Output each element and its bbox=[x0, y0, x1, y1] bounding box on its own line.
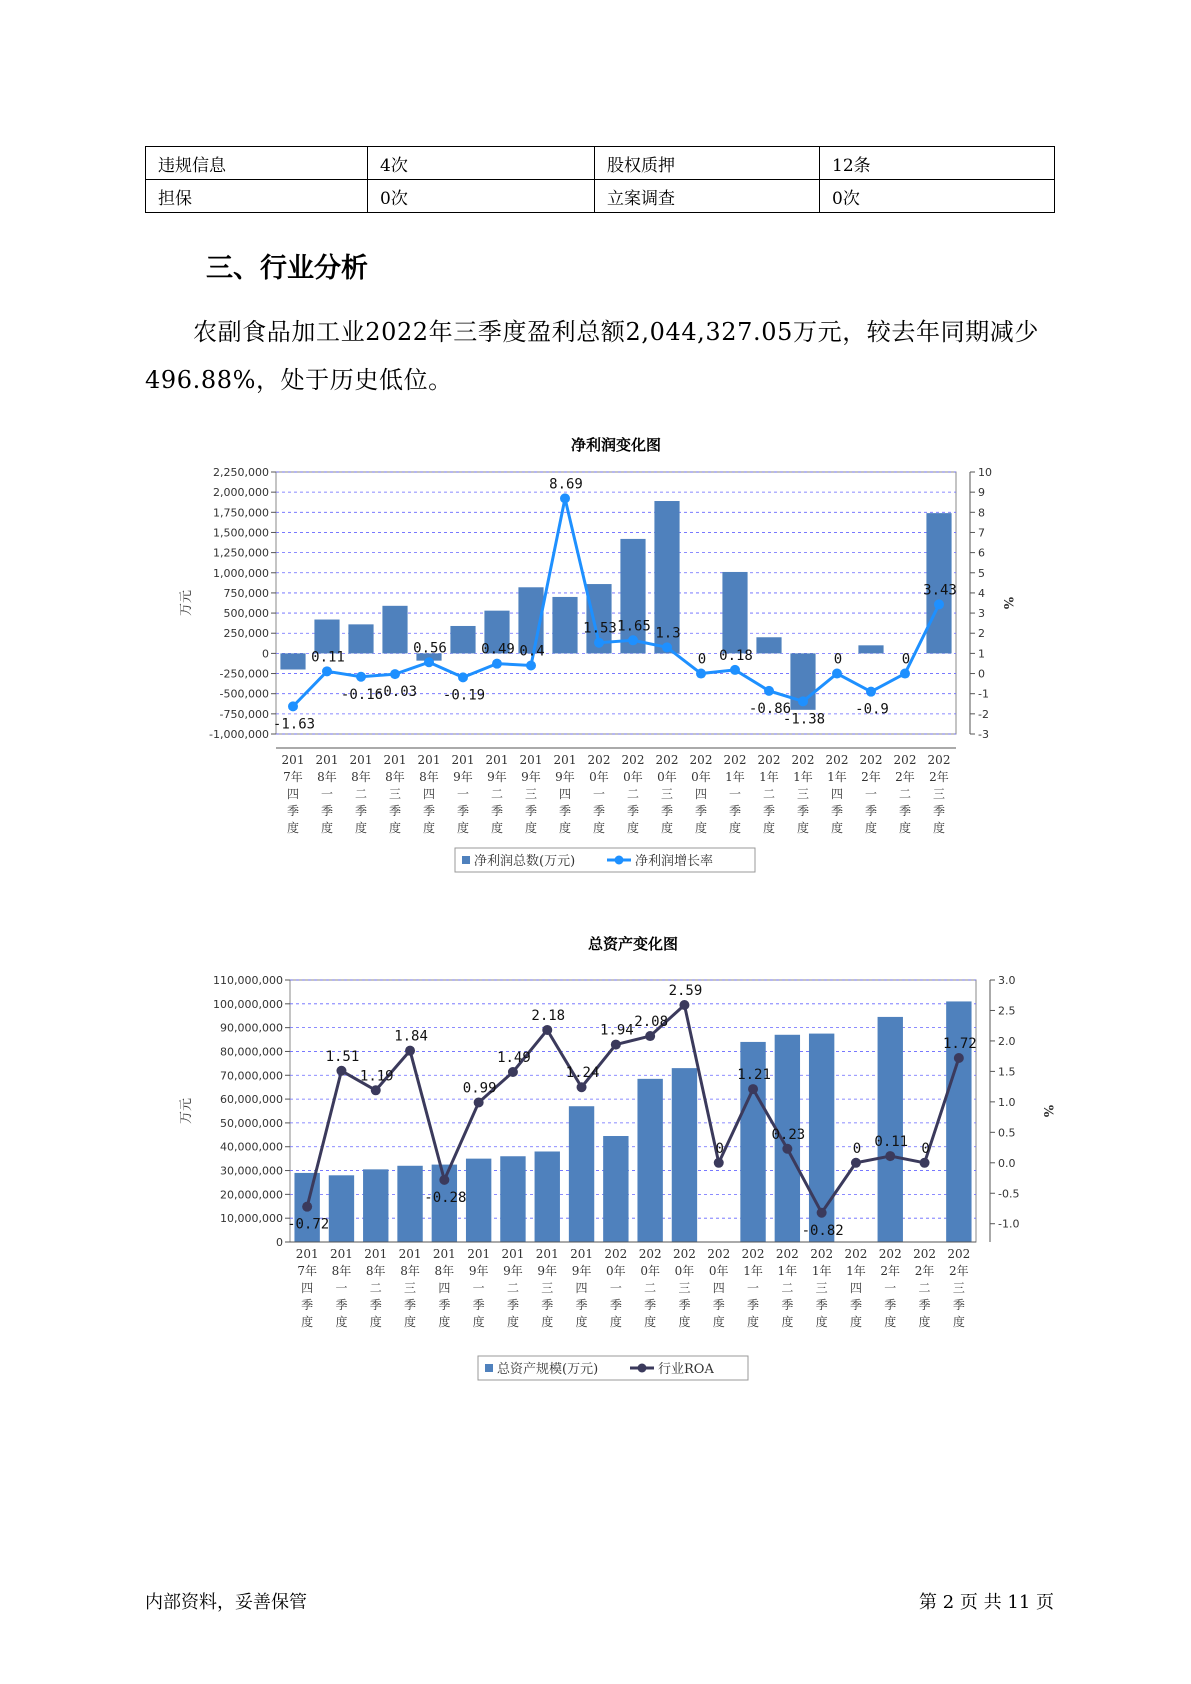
x-tick-label: 202 2年三季度 bbox=[927, 753, 951, 835]
point-label: 0 bbox=[901, 651, 911, 668]
y-tick-label-right: 0.5 bbox=[998, 1126, 1016, 1140]
bar bbox=[858, 645, 883, 653]
legend-bar-label: 净利润总数(万元) bbox=[474, 854, 576, 869]
y-tick-label-right: 2 bbox=[978, 627, 985, 641]
line-point bbox=[542, 1025, 552, 1035]
point-label: -0.82 bbox=[801, 1222, 844, 1239]
line-point bbox=[439, 1175, 449, 1185]
point-label: 0.56 bbox=[413, 640, 447, 657]
x-tick-label: 202 1年三季度 bbox=[791, 753, 815, 835]
y-tick-label-right: -2 bbox=[978, 707, 989, 721]
line-point bbox=[748, 1084, 758, 1094]
bar bbox=[535, 1151, 560, 1242]
y-tick-label-left: -250,000 bbox=[219, 667, 269, 681]
x-tick-label: 201 9年一季度 bbox=[467, 1247, 491, 1329]
y-tick-label-right: 1 bbox=[978, 647, 985, 661]
line-point bbox=[832, 669, 842, 679]
point-label: 1.3 bbox=[655, 625, 681, 642]
y-tick-label-right: 8 bbox=[978, 506, 985, 520]
y-tick-label-left: 20,000,000 bbox=[220, 1188, 283, 1202]
table-cell: 4次 bbox=[368, 147, 595, 180]
bar bbox=[603, 1136, 628, 1242]
line-point bbox=[817, 1208, 827, 1218]
y-axis-label-right: % bbox=[1000, 596, 1015, 610]
point-label: 0.11 bbox=[311, 649, 345, 666]
point-label: 1.84 bbox=[394, 1028, 428, 1045]
point-label: 8.69 bbox=[549, 476, 583, 493]
x-tick-label: 201 9年三季度 bbox=[535, 1247, 559, 1329]
y-axis-label-left: 万元 bbox=[179, 1097, 194, 1125]
y-tick-label-right: 1.0 bbox=[998, 1095, 1016, 1109]
x-tick-label: 202 1年四季度 bbox=[844, 1247, 868, 1329]
info-table bbox=[145, 146, 1055, 213]
point-label: 0 bbox=[715, 1140, 724, 1157]
x-tick-label: 201 8年三季度 bbox=[383, 753, 407, 835]
bar bbox=[878, 1017, 903, 1242]
point-label: -0.19 bbox=[442, 687, 486, 704]
body-paragraph: 农副食品加工业2022年三季度盈利总额2,044,327.05万元，较去年同期减少496.88%，处于历史低位。 bbox=[145, 318, 1039, 394]
table-cell: 0次 bbox=[368, 180, 595, 213]
table-cell: 违规信息 bbox=[146, 147, 368, 180]
line-point bbox=[866, 687, 876, 697]
table-row bbox=[146, 147, 1055, 180]
x-tick-label: 202 1年三季度 bbox=[810, 1247, 834, 1329]
y-tick-label-left: 70,000,000 bbox=[220, 1069, 283, 1083]
line-point bbox=[934, 599, 944, 609]
x-tick-label: 201 8年二季度 bbox=[364, 1247, 388, 1329]
x-tick-label: 201 9年三季度 bbox=[519, 753, 543, 835]
point-label: 1.19 bbox=[359, 1068, 394, 1085]
point-label: -1.38 bbox=[782, 711, 826, 728]
total-assets-chart bbox=[179, 920, 1055, 1390]
point-label: 1.51 bbox=[325, 1048, 360, 1065]
point-label: 1.72 bbox=[942, 1035, 977, 1052]
point-label: -0.86 bbox=[748, 700, 792, 717]
y-tick-label-right: 6 bbox=[978, 546, 985, 560]
legend-bar-label: 总资产规模(万元) bbox=[497, 1362, 599, 1377]
line-point bbox=[764, 686, 774, 696]
y-tick-label-left: 100,000,000 bbox=[213, 997, 283, 1011]
point-label: 3.43 bbox=[923, 582, 957, 599]
point-label: 1.21 bbox=[737, 1067, 771, 1084]
point-label: 0.18 bbox=[719, 647, 753, 664]
bar bbox=[348, 624, 373, 653]
x-tick-label: 201 9年二季度 bbox=[485, 753, 509, 835]
x-tick-label: 202 2年二季度 bbox=[893, 753, 917, 835]
line-point bbox=[679, 1000, 689, 1010]
y-tick-label-right: -1.0 bbox=[998, 1217, 1020, 1231]
y-tick-label-right: 3.0 bbox=[998, 974, 1016, 987]
x-tick-label: 202 0年三季度 bbox=[655, 753, 679, 835]
point-label: -0.28 bbox=[424, 1189, 467, 1206]
bar bbox=[363, 1169, 388, 1242]
line-point bbox=[322, 666, 332, 676]
point-label: 0.99 bbox=[462, 1080, 497, 1097]
section-title: 三、行业分析 bbox=[206, 253, 368, 284]
x-tick-label: 202 2年三季度 bbox=[947, 1247, 971, 1329]
net-profit-chart bbox=[180, 420, 1030, 880]
line-point bbox=[458, 672, 468, 682]
line-point bbox=[288, 701, 298, 711]
chart-svg bbox=[180, 420, 1030, 880]
x-tick-label: 202 1年一季度 bbox=[723, 753, 747, 835]
y-tick-label-right: -0.5 bbox=[998, 1187, 1020, 1201]
x-tick-label: 202 0年四季度 bbox=[707, 1247, 731, 1329]
y-tick-label-right: 1.5 bbox=[998, 1065, 1016, 1079]
footer-page-number: 第 2 页 共 11 页 bbox=[919, 1592, 1054, 1613]
x-tick-label: 201 7年四季度 bbox=[295, 1247, 319, 1329]
y-tick-label-left: 50,000,000 bbox=[220, 1116, 283, 1130]
plot-area bbox=[290, 980, 976, 1242]
line-point bbox=[611, 1040, 621, 1050]
point-label: -0.16 bbox=[340, 686, 384, 703]
y-tick-label-right: 9 bbox=[978, 486, 985, 500]
y-tick-label-left: -750,000 bbox=[219, 707, 269, 721]
line-point bbox=[798, 696, 808, 706]
point-label: 1.53 bbox=[583, 620, 617, 637]
x-tick-label: 201 9年四季度 bbox=[553, 753, 577, 835]
y-tick-label-left: 90,000,000 bbox=[220, 1021, 283, 1035]
legend-bar-swatch bbox=[462, 856, 470, 864]
x-tick-label: 202 2年一季度 bbox=[878, 1247, 902, 1329]
y-tick-label-left: 40,000,000 bbox=[220, 1140, 283, 1154]
bar bbox=[450, 626, 475, 653]
y-tick-label-right: 0.0 bbox=[998, 1156, 1016, 1170]
line-point bbox=[492, 659, 502, 669]
line-point bbox=[424, 657, 434, 667]
x-tick-label: 202 1年二季度 bbox=[775, 1247, 799, 1329]
line-point bbox=[714, 1158, 724, 1168]
x-tick-label: 202 1年四季度 bbox=[825, 753, 849, 835]
bar bbox=[466, 1159, 491, 1242]
x-tick-label: 202 2年二季度 bbox=[913, 1247, 937, 1329]
y-tick-label-left: 750,000 bbox=[223, 586, 269, 600]
x-tick-label: 202 0年一季度 bbox=[587, 753, 611, 835]
x-tick-label: 202 1年二季度 bbox=[757, 753, 781, 835]
line-point bbox=[885, 1151, 895, 1161]
footer-confidential: 内部资料，妥善保管 bbox=[145, 1592, 307, 1613]
point-label: 0.11 bbox=[874, 1134, 909, 1151]
y-tick-label-left: -500,000 bbox=[219, 687, 269, 701]
point-label: 1.49 bbox=[497, 1050, 531, 1067]
point-label: 1.94 bbox=[599, 1022, 634, 1039]
bar bbox=[280, 653, 305, 669]
line-point bbox=[628, 635, 638, 645]
y-tick-label-right: -3 bbox=[978, 728, 989, 741]
bar bbox=[500, 1156, 525, 1242]
point-label: -0.03 bbox=[374, 684, 418, 701]
x-tick-label: 201 8年二季度 bbox=[349, 753, 373, 835]
table-cell: 0次 bbox=[820, 180, 1055, 213]
x-tick-label: 201 9年一季度 bbox=[451, 753, 475, 835]
point-label: -0.72 bbox=[287, 1216, 330, 1233]
y-tick-label-left: 500,000 bbox=[223, 607, 269, 621]
point-label: 2.08 bbox=[634, 1014, 669, 1031]
y-tick-label-left: 30,000,000 bbox=[220, 1164, 283, 1178]
table-cell: 立案调查 bbox=[595, 180, 820, 213]
x-tick-label: 201 8年四季度 bbox=[432, 1247, 456, 1329]
point-label: 0.23 bbox=[771, 1126, 806, 1143]
y-tick-label-left: 10,000,000 bbox=[220, 1212, 283, 1226]
bar bbox=[329, 1175, 354, 1242]
legend-line-label: 净利润增长率 bbox=[635, 854, 714, 869]
x-tick-label: 202 2年一季度 bbox=[859, 753, 883, 835]
line-point bbox=[645, 1031, 655, 1041]
y-tick-label-right: 5 bbox=[978, 566, 985, 580]
table-cell: 担保 bbox=[146, 180, 368, 213]
y-tick-label-left: 1,750,000 bbox=[213, 506, 269, 520]
line-point bbox=[356, 672, 366, 682]
point-label: -0.9 bbox=[855, 701, 889, 718]
y-tick-label-left: 80,000,000 bbox=[220, 1045, 283, 1059]
line-point bbox=[390, 669, 400, 679]
y-axis-label-right: % bbox=[1040, 1104, 1055, 1118]
point-label: 0 bbox=[921, 1140, 930, 1157]
x-tick-label: 201 9年四季度 bbox=[570, 1247, 594, 1329]
point-label: 2.59 bbox=[668, 982, 703, 999]
x-tick-label: 202 0年一季度 bbox=[604, 1247, 628, 1329]
line-point bbox=[405, 1046, 415, 1056]
line-point bbox=[954, 1053, 964, 1063]
point-label: 0 bbox=[833, 651, 843, 668]
y-tick-label-right: 7 bbox=[978, 526, 985, 540]
y-tick-label-right: 10 bbox=[978, 466, 992, 479]
legend-line-marker bbox=[615, 856, 624, 865]
bar bbox=[382, 606, 407, 654]
y-axis-label-left: 万元 bbox=[179, 589, 194, 617]
y-tick-label-left: 0 bbox=[276, 1236, 283, 1249]
line-point bbox=[474, 1097, 484, 1107]
x-tick-label: 201 8年一季度 bbox=[315, 753, 339, 835]
bar bbox=[397, 1166, 422, 1242]
y-tick-label-left: 2,000,000 bbox=[213, 486, 269, 500]
point-label: 0 bbox=[697, 651, 707, 668]
line-point bbox=[302, 1202, 312, 1212]
bar bbox=[722, 572, 747, 653]
line-point bbox=[696, 669, 706, 679]
x-tick-label: 201 8年四季度 bbox=[417, 753, 441, 835]
y-tick-label-right: 2.5 bbox=[998, 1004, 1016, 1018]
y-tick-label-left: 60,000,000 bbox=[220, 1093, 283, 1107]
y-tick-label-right: 3 bbox=[978, 607, 985, 621]
line-point bbox=[371, 1085, 381, 1095]
line-point bbox=[560, 493, 570, 503]
x-tick-label: 202 1年一季度 bbox=[741, 1247, 765, 1329]
point-label: 0 bbox=[852, 1140, 862, 1157]
x-tick-label: 201 9年二季度 bbox=[501, 1247, 525, 1329]
line-point bbox=[594, 638, 604, 648]
point-label: -1.63 bbox=[272, 716, 316, 733]
point-label: 1.65 bbox=[617, 618, 651, 635]
y-tick-label-right: -1 bbox=[978, 687, 989, 701]
x-tick-label: 202 0年二季度 bbox=[621, 753, 645, 835]
y-tick-label-left: 1,500,000 bbox=[213, 526, 269, 540]
line-point bbox=[508, 1067, 518, 1077]
x-tick-label: 202 0年四季度 bbox=[689, 753, 713, 835]
line-point bbox=[526, 660, 536, 670]
y-tick-label-left: 1,000,000 bbox=[213, 566, 269, 580]
bar bbox=[756, 637, 781, 653]
table-cell: 股权质押 bbox=[595, 147, 820, 180]
line-point bbox=[920, 1158, 930, 1168]
x-tick-label: 201 8年一季度 bbox=[329, 1247, 353, 1329]
table-cell: 12条 bbox=[820, 147, 1055, 180]
line-point bbox=[577, 1082, 587, 1092]
y-tick-label-right: 2.0 bbox=[998, 1034, 1016, 1048]
point-label: 1.24 bbox=[565, 1065, 600, 1082]
bar bbox=[314, 620, 339, 654]
line-point bbox=[851, 1158, 861, 1168]
bar bbox=[552, 597, 577, 653]
line-point bbox=[782, 1144, 792, 1154]
y-tick-label-right: 0 bbox=[978, 667, 985, 681]
line-point bbox=[730, 665, 740, 675]
point-label: 2.18 bbox=[531, 1007, 566, 1024]
chart-svg bbox=[179, 920, 1055, 1390]
x-tick-label: 202 0年二季度 bbox=[638, 1247, 662, 1329]
y-tick-label-right: 4 bbox=[978, 586, 985, 600]
point-label: 0.4 bbox=[519, 643, 545, 660]
y-tick-label-left: 2,250,000 bbox=[213, 466, 269, 479]
bar bbox=[569, 1106, 594, 1242]
x-tick-label: 201 7年四季度 bbox=[281, 753, 305, 835]
legend-line-marker bbox=[638, 1364, 647, 1373]
chart-title: 净利润变化图 bbox=[570, 436, 662, 454]
bar bbox=[672, 1068, 697, 1242]
table-row bbox=[146, 180, 1055, 213]
point-label: 0.49 bbox=[481, 641, 515, 658]
legend-bar-swatch bbox=[485, 1364, 493, 1372]
line-point bbox=[662, 642, 672, 652]
y-tick-label-left: 1,250,000 bbox=[213, 546, 269, 560]
legend-line-label: 行业ROA bbox=[658, 1362, 714, 1377]
y-tick-label-left: 0 bbox=[262, 647, 269, 661]
y-tick-label-left: 250,000 bbox=[223, 627, 269, 641]
bar bbox=[637, 1079, 662, 1242]
y-tick-label-left: 110,000,000 bbox=[213, 974, 283, 987]
line-point bbox=[900, 669, 910, 679]
x-tick-label: 202 0年三季度 bbox=[672, 1247, 696, 1329]
chart-title: 总资产变化图 bbox=[587, 935, 679, 953]
y-tick-label-left: -1,000,000 bbox=[209, 728, 269, 741]
x-tick-label: 201 8年三季度 bbox=[398, 1247, 422, 1329]
line-point bbox=[336, 1066, 346, 1076]
